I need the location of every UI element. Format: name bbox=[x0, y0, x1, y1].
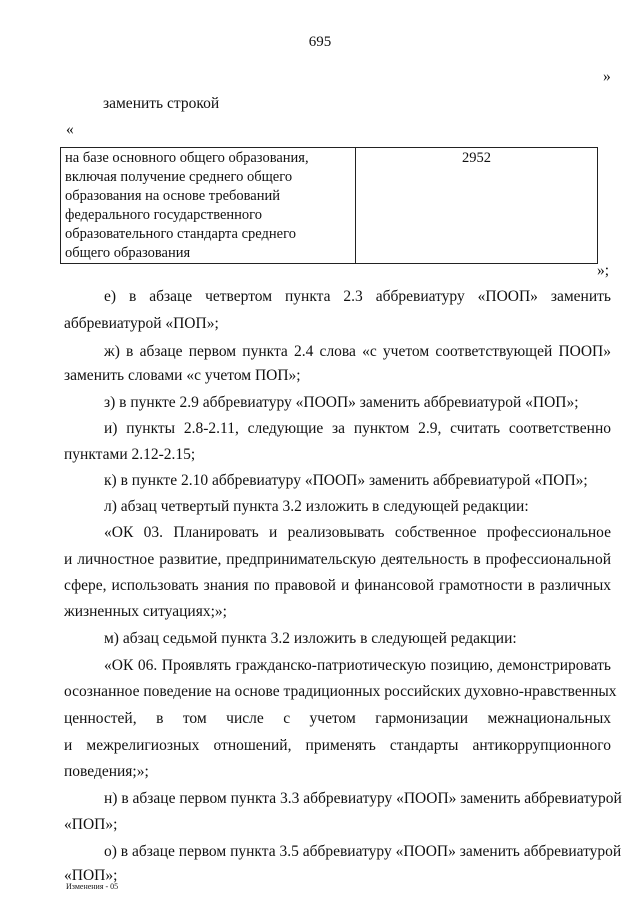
table-text-line: образования на основе требований bbox=[65, 188, 281, 204]
ok03-line-2: и личностное развитие, предпринимательскую деятельность в профессиональной bbox=[64, 551, 611, 568]
table-text-line: федерального государственного bbox=[65, 207, 263, 223]
item-m-line-1: м) абзац седьмой пункта 3.2 изложить в следующей редакции: bbox=[104, 630, 517, 647]
ok06-line-3: ценностей, в том числе с учетом гармонизации межнациональных bbox=[64, 710, 611, 727]
replacement-table bbox=[60, 147, 598, 264]
item-i-line-1: и) пункты 2.8-2.11, следующие за пунктом 2.9, считать соответственно bbox=[104, 420, 611, 437]
table-text-line: общего образования bbox=[65, 245, 191, 261]
item-z-line-1: з) в пункте 2.9 аббревиатуру «ПООП» заменить аббревиатурой «ПОП»; bbox=[104, 394, 579, 411]
item-n-line-2: «ПОП»; bbox=[64, 816, 118, 833]
item-zh-line-1: ж) в абзаце первом пункта 2.4 слова «с учетом соответствующей ПООП» bbox=[104, 343, 611, 360]
table-text-line: на базе основного общего образования, bbox=[65, 150, 309, 166]
ok06-line-5: поведения;»; bbox=[64, 763, 149, 780]
closing-quote-top: » bbox=[603, 68, 611, 85]
opening-quote: « bbox=[66, 121, 74, 138]
footer-note: Изменения - 05 bbox=[66, 882, 119, 891]
item-e-line-2: аббревиатурой «ПОП»; bbox=[64, 315, 219, 332]
ok03-line-4: жизненных ситуациях;»; bbox=[64, 603, 227, 620]
table-text-line: образовательного стандарта среднего bbox=[65, 226, 296, 242]
item-o-line-1: о) в абзаце первом пункта 3.5 аббревиатуру «ПООП» заменить аббревиатурой bbox=[104, 843, 622, 860]
table-row bbox=[61, 148, 598, 264]
ok03-line-1: «ОК 03. Планировать и реализовывать собственное профессиональное bbox=[104, 524, 611, 541]
table-text-cell bbox=[61, 148, 356, 264]
table-value-cell: 2952 bbox=[356, 148, 598, 264]
replace-label: заменить строкой bbox=[103, 95, 220, 112]
closing-quote-table: »; bbox=[597, 262, 610, 279]
ok06-line-4: и межрелигиозных отношений, применять стандарты антикоррупционного bbox=[64, 737, 611, 754]
item-zh-line-2: заменить словами «с учетом ПОП»; bbox=[64, 367, 301, 384]
item-n-line-1: н) в абзаце первом пункта 3.3 аббревиатуру «ПООП» заменить аббревиатурой bbox=[104, 790, 622, 807]
item-k-line-1: к) в пункте 2.10 аббревиатуру «ПООП» заменить аббревиатурой «ПОП»; bbox=[104, 472, 588, 489]
item-o-line-2: «ПОП»; bbox=[64, 867, 118, 884]
page-number: 695 bbox=[308, 34, 332, 50]
item-e-line-1: е) в абзаце четвертом пункта 2.3 аббревиатуру «ПООП» заменить bbox=[104, 288, 611, 305]
item-l-line-1: л) абзац четвертый пункта 3.2 изложить в следующей редакции: bbox=[104, 498, 529, 515]
item-i-line-2: пунктами 2.12-2.15; bbox=[64, 446, 196, 463]
ok06-line-1: «ОК 06. Проявлять гражданско-патриотическую позицию, демонстрировать bbox=[104, 657, 611, 674]
ok06-line-2: осознанное поведение на основе традиционных российских духовно-нравственных bbox=[64, 683, 617, 700]
table-text-line: включая получение среднего общего bbox=[65, 169, 293, 185]
ok03-line-3: сфере, использовать знания по правовой и финансовой грамотности в различных bbox=[64, 577, 611, 594]
